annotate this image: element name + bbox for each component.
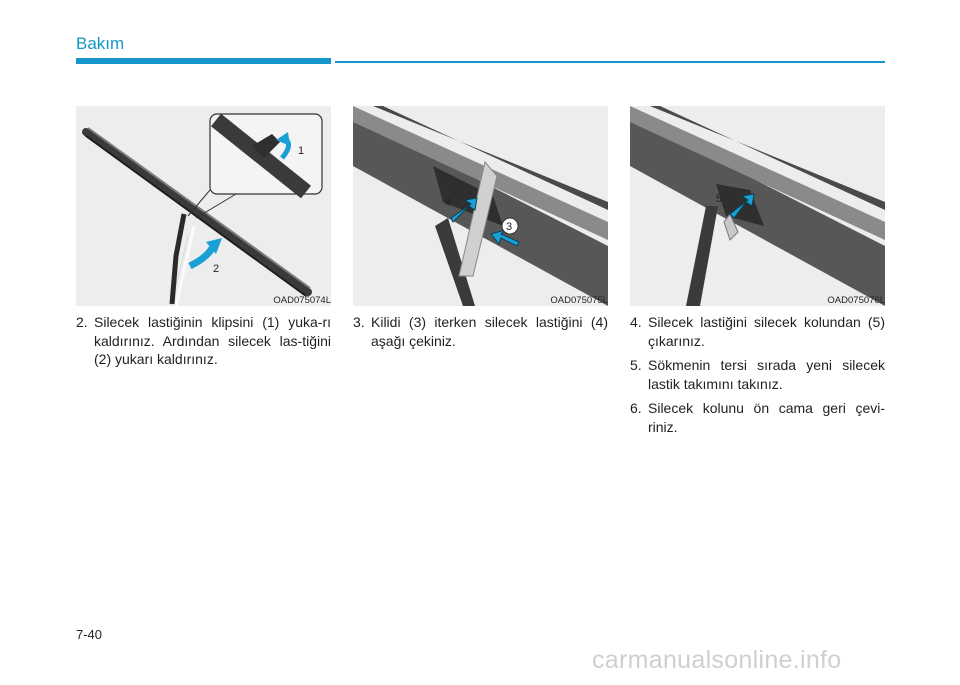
wiper-arm-removal-illustration xyxy=(630,106,885,306)
callout-1: 1 xyxy=(298,145,305,157)
figure-2 xyxy=(353,106,608,306)
callout-3: 3 xyxy=(506,221,513,233)
wiper-lock-illustration xyxy=(353,106,608,306)
callout-2: 2 xyxy=(213,263,220,275)
step-text: Silecek lastiğinin klipsini (1) yuka-rı kaldırınız. Ardından silecek las-tiğini (2) yukarı kaldırınız. xyxy=(94,314,331,367)
figure-1 xyxy=(76,106,331,306)
figure-3-code: OAD075076L xyxy=(827,295,885,306)
figure-2-code: OAD075075L xyxy=(550,295,608,306)
header-rule-thin xyxy=(335,61,885,63)
instruction-column-2 xyxy=(353,313,608,356)
figure-3 xyxy=(630,106,885,306)
step-number: 5. xyxy=(630,357,642,373)
wiper-blade-clip-illustration xyxy=(76,106,331,306)
page-number: 7-40 xyxy=(76,627,103,642)
step-3 xyxy=(353,313,608,350)
step-text: Sökmenin tersi sırada yeni silecek lastik takımını takınız. xyxy=(648,357,885,392)
step-number: 2. xyxy=(76,314,88,330)
step-4 xyxy=(630,313,885,350)
section-title: Bakım xyxy=(76,34,125,53)
step-2 xyxy=(76,313,331,369)
figure-1-code: OAD075074L xyxy=(273,295,331,306)
instruction-column-1 xyxy=(76,313,331,375)
step-text: Silecek kolunu ön cama geri çevi-riniz. xyxy=(648,400,885,435)
instruction-column-3 xyxy=(630,313,885,442)
step-6 xyxy=(630,399,885,436)
step-text: Kilidi (3) iterken silecek lastiğini (4) aşağı çekiniz. xyxy=(371,314,608,349)
step-5 xyxy=(630,356,885,393)
watermark: carmanualsonline.info xyxy=(592,646,842,674)
callout-5: 5 xyxy=(716,193,723,205)
header-rule-thick xyxy=(76,58,331,64)
callout-4: 4 xyxy=(445,197,452,209)
step-number: 3. xyxy=(353,314,365,330)
step-number: 4. xyxy=(630,314,642,330)
step-text: Silecek lastiğini silecek kolundan (5) çıkarınız. xyxy=(648,314,885,349)
step-number: 6. xyxy=(630,400,642,416)
